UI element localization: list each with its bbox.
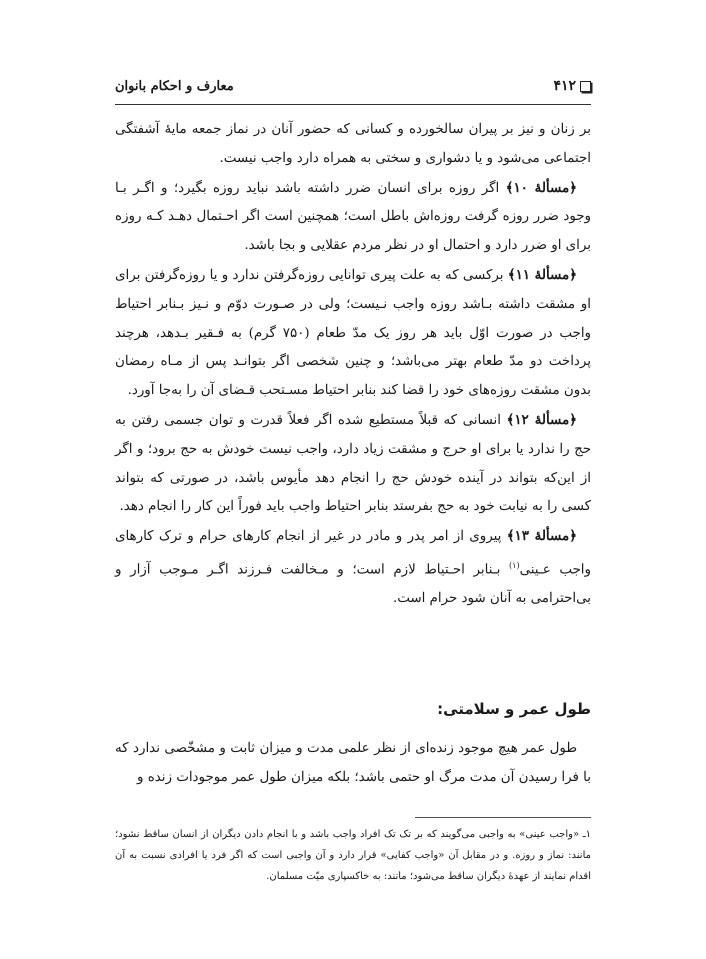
masale-11-paragraph xyxy=(115,261,591,406)
section-text xyxy=(115,734,591,792)
intro-paragraph: بر زنان و نیز بر پیران سالخورده و کسانی که حضور آنان در نماز جمعه مایهٔ آشفتگی اجتماعی می‌شود و یا دشواری و سختی به همراه دارد واجب نیست. xyxy=(115,122,591,166)
masale-13-paragraph xyxy=(115,522,591,614)
masale-11-text: برکسی که به علت پیری توانایی روزه‌گرفتن ندارد و یا روزه‌گرفتن برای او مشقت داشته بـاشد روزه واجب نـیست؛ ولی در صـورت دوّم و نـیز بـنابر احتیاط واجب در صورت اوّل باید هر روز یک مدّ طعام (۷۵۰ گرم) به فـقیر بـدهد، هرچند پرداخت دو مدّ طعام بهتر می‌باشد؛ و چنین شخصی اگر بتوانـد پس از مـاه رمضان بدون مشقت روزه‌های خود را قضا کند بنابر احتیاط مسـتحب قـضای آن را به‌جا آورد. xyxy=(115,267,592,399)
footnote-divider xyxy=(415,817,591,818)
page-number xyxy=(553,78,591,94)
book-title: معارف و احکام بانوان xyxy=(115,79,234,94)
footnote-marker[interactable]: (۱) xyxy=(509,560,520,570)
masale-12-label: ﴿مسألهٔ ۱۲﴾ xyxy=(506,411,578,428)
masale-13-text-b: بـنابر احـتیاط لازم است؛ و مـخالفت فـرزند اگـر مـوجب آزار و بی‌احترامی به آنان شود حرام است. xyxy=(115,562,591,607)
square-bullet-icon xyxy=(580,81,591,92)
masale-12-paragraph xyxy=(115,406,591,522)
masale-10-paragraph xyxy=(115,174,591,261)
section-heading: طول عمر و سلامتی: xyxy=(437,700,591,718)
section-paragraph: طول عمر هیچ موجود زنده‌ای از نظر علمی مدت و میزان ثابت و مشخّصی ندارد که با فرا رسیدن آن مدت مرگ او حتمی باشد؛ بلکه میزان طول عمر موجودات زنده و xyxy=(115,741,591,785)
masale-13-text-a: پیروی از امر پدر و مادر در غیر از انجام کارهای حرام و ترک کارهای واجب عـینی xyxy=(115,529,591,578)
masale-11-label: ﴿مسألهٔ ۱۱﴾ xyxy=(507,266,577,283)
masale-10-label: ﴿مسألهٔ ۱۰﴾ xyxy=(505,179,577,196)
masale-13-label: ﴿مسألهٔ ۱۳﴾ xyxy=(506,528,577,545)
footnote: ۱ـ «واجب عینی» به واجبی می‌گویند که بر تک تک افراد واجب باشد و با انجام دادن دیگران از انسان ساقط نشود؛ مانند: نماز و روزه. و در مقابل آن «واجب کفایی» قرار دارد و آن واجبی است که اگر فرد یا افرادی نسبت به آن اقدام نمایند از عهدهٔ دیگران ساقط می‌شود؛ مانند: به خاکسپاری میّت مسلمان. xyxy=(115,829,591,882)
running-header xyxy=(115,78,591,100)
page-number-text: ۴۱۲ xyxy=(553,78,576,94)
main-text xyxy=(115,116,591,614)
masale-12-text: انسانی که قبلاً مستطیع شده اگر فعلاً قدرت و توان جسمی رفتن به حج را ندارد یا برای او حرج و مشقت زیاد دارد، واجب نیست خودش به حج برود؛ و اگر از این‌که بتواند در آینده خودش حج را انجام دهد مأیوس باشد، در صورتی که بتواند کسی را به نیابت خود به حج بفرستد بنابر احتیاط واجب باید فوراً این کار را انجام دهد. xyxy=(115,412,591,515)
masale-10-text: اگر روزه برای انسان ضرر داشته باشد نباید روزه بگیرد؛ و اگـر بـا وجود ضرر روزه گرفت روزه‌اش باطل است؛ همچنین است اگر احـتمال دهـد کـه روزه برای او ضرر دارد و احتمال او در نظر مردم عقلایی و بجا باشد. xyxy=(115,180,591,254)
header-divider xyxy=(115,104,591,105)
